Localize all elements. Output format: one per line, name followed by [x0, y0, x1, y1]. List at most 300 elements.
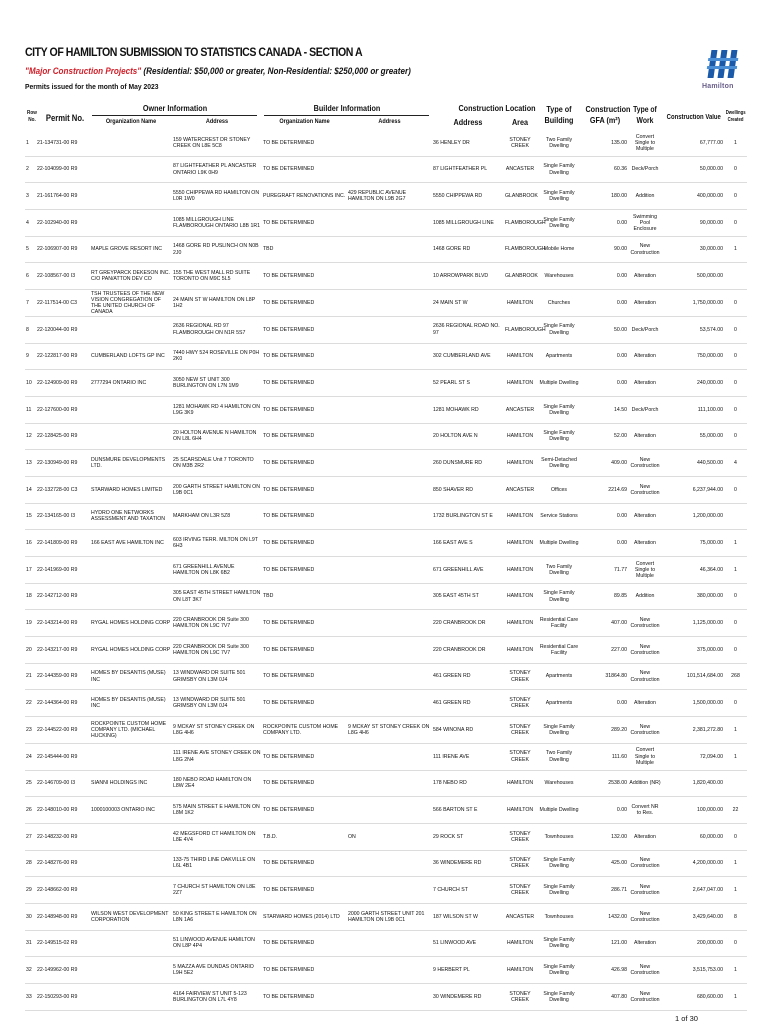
cell-row-number: 8	[25, 316, 36, 343]
table-row	[25, 690, 747, 717]
table-row	[25, 476, 747, 503]
cell-dwellings-created: 1	[724, 557, 747, 584]
cell-gfa-value: 0.00	[582, 263, 628, 290]
cell-work-type: Alteration	[628, 290, 662, 317]
cell-owner-address: 180 NEBO ROAD HAMILTON ON L8W 2E4	[172, 770, 262, 797]
cell-building-type: Service Stations	[536, 503, 582, 530]
cell-location-area: ANCASTER	[504, 903, 536, 930]
cell-building-type: Churches	[536, 290, 582, 317]
cell-location-address: 566 BARTON ST E	[432, 797, 504, 824]
cell-building-type: Two Family Dwelling	[536, 743, 582, 770]
cell-dwellings-created: 0	[724, 476, 747, 503]
permits-table-body	[25, 130, 747, 1010]
cell-owner-address: 42 MEGSFORD CT HAMILTON ON L8E 4V4	[172, 823, 262, 850]
cell-dwellings-created: 0	[724, 156, 747, 183]
cell-location-address: 20 HOLTON AVE N	[432, 423, 504, 450]
cell-row-number: 13	[25, 450, 36, 477]
cell-dwellings-created: 0	[724, 183, 747, 210]
cell-building-type: Single Family Dwelling	[536, 984, 582, 1011]
cell-permit-number: 22-124909-00 R9	[36, 370, 90, 397]
cell-builder-organization: TO BE DETERMINED	[262, 290, 347, 317]
header-gfa-line1: Construction	[585, 104, 631, 114]
cell-permit-number: 22-108567-00 I3	[36, 263, 90, 290]
cell-location-address: 7 CHURCH ST	[432, 877, 504, 904]
cell-builder-organization: TO BE DETERMINED	[262, 156, 347, 183]
report-title: CITY OF HAMILTON SUBMISSION TO STATISTICS CANADA - SECTION A	[25, 47, 363, 59]
cell-owner-address: 5550 CHIPPEWA RD HAMILTON ON L0R 1W0	[172, 183, 262, 210]
header-owner-address: Address	[205, 118, 229, 125]
cell-owner-address: 575 MAIN STREET E HAMILTON ON L8M 1K2	[172, 797, 262, 824]
cell-gfa-value: 227.00	[582, 637, 628, 664]
cell-dwellings-created: 0	[724, 690, 747, 717]
cell-builder-address	[347, 316, 432, 343]
cell-owner-address: 25 SCARSDALE Unit 7 TORONTO ON M3B 2R2	[172, 450, 262, 477]
cell-dwellings-created: 1	[724, 717, 747, 744]
cell-location-area: STONEY CREEK	[504, 663, 536, 690]
cell-location-area: STONEY CREEK	[504, 984, 536, 1011]
cell-construction-value: 46,364.00	[662, 557, 724, 584]
cell-builder-organization: TO BE DETERMINED	[262, 423, 347, 450]
cell-owner-organization: RT GREYPARCK DEKESON INC. C/O PAN/ATTON DEV CO	[90, 263, 172, 290]
cell-dwellings-created: 0	[724, 423, 747, 450]
cell-location-address: 461 GREEN RD	[432, 690, 504, 717]
header-location-group: Construction Location	[458, 103, 536, 113]
cell-permit-number: 22-128425-00 R9	[36, 423, 90, 450]
cell-row-number: 27	[25, 823, 36, 850]
cell-row-number: 11	[25, 396, 36, 423]
cell-permit-number: 21-134731-00 R9	[36, 130, 90, 156]
header-gfa-line2: GFA (m²)	[589, 115, 621, 125]
cell-dwellings-created: 0	[724, 343, 747, 370]
table-row	[25, 984, 747, 1011]
cell-row-number: 32	[25, 957, 36, 984]
cell-dwellings-created: 268	[724, 663, 747, 690]
cell-permit-number: 22-148232-00 R9	[36, 823, 90, 850]
cell-building-type: Single Family Dwelling	[536, 210, 582, 237]
cell-row-number: 2	[25, 156, 36, 183]
header-builder-group: Builder Information	[313, 103, 381, 113]
cell-dwellings-created: 0	[724, 930, 747, 957]
cell-builder-organization: STARWARD HOMES (2014) LTD	[262, 903, 347, 930]
cell-owner-organization: RYGAL HOMES HOLDING CORP	[90, 637, 172, 664]
cell-location-area: FLAMBOROUGH	[504, 316, 536, 343]
cell-building-type: Warehouses	[536, 263, 582, 290]
cell-work-type: Deck/Porch	[628, 316, 662, 343]
cell-gfa-value: 0.00	[582, 530, 628, 557]
cell-owner-organization	[90, 877, 172, 904]
cell-builder-organization: TO BE DETERMINED	[262, 610, 347, 637]
cell-owner-address: 159 WATERCREST DR STONEY CREEK ON L8E 5C8	[172, 130, 262, 156]
cell-owner-address: 13 WINDWARD DR SUITE 501 GRIMSBY ON L3M 0J4	[172, 663, 262, 690]
cell-permit-number: 22-148276-00 R9	[36, 850, 90, 877]
cell-builder-organization: T.B.D.	[262, 823, 347, 850]
cell-builder-address	[347, 610, 432, 637]
cell-construction-value: 750,000.00	[662, 343, 724, 370]
cell-gfa-value: 286.71	[582, 877, 628, 904]
header-type-building-line2: Building	[544, 115, 574, 125]
cell-location-address: 187 WILSON ST W	[432, 903, 504, 930]
cell-work-type: Alteration	[628, 370, 662, 397]
cell-work-type: Alteration	[628, 423, 662, 450]
cell-gfa-value: 407.00	[582, 610, 628, 637]
cell-work-type: New Construction	[628, 610, 662, 637]
cell-builder-organization: ROCKPOINTE CUSTOM HOME COMPANY LTD.	[262, 717, 347, 744]
table-row	[25, 396, 747, 423]
cell-builder-address	[347, 290, 432, 317]
cell-location-area: HAMILTON	[504, 557, 536, 584]
cell-owner-address: MARKHAM ON L3R 5Z8	[172, 503, 262, 530]
cell-dwellings-created	[724, 770, 747, 797]
cell-builder-address	[347, 877, 432, 904]
cell-location-address: 220 CRANBROOK DR	[432, 610, 504, 637]
cell-builder-organization: TO BE DETERMINED	[262, 370, 347, 397]
cell-builder-address	[347, 530, 432, 557]
table-row	[25, 210, 747, 237]
cell-builder-organization: TO BE DETERMINED	[262, 557, 347, 584]
cell-location-address: 24 MAIN ST W	[432, 290, 504, 317]
table-row	[25, 370, 747, 397]
cell-location-area: HAMILTON	[504, 930, 536, 957]
cell-permit-number: 22-144359-00 R9	[36, 663, 90, 690]
cell-construction-value: 400,000.00	[662, 183, 724, 210]
cell-permit-number: 22-149515-02 R9	[36, 930, 90, 957]
cell-gfa-value: 0.00	[582, 370, 628, 397]
cell-row-number: 4	[25, 210, 36, 237]
cell-owner-organization: SIANNI HOLDINGS INC	[90, 770, 172, 797]
cell-construction-value: 101,514,684.00	[662, 663, 724, 690]
cell-owner-address: 4164 FAIRVIEW ST UNIT 5-123 BURLINGTON ON L7L 4Y8	[172, 984, 262, 1011]
cell-owner-address: 87 LIGHTFEATHER PL ANCASTER ONTARIO L9K 0H9	[172, 156, 262, 183]
cell-location-address: 1281 MOHAWK RD	[432, 396, 504, 423]
cell-owner-organization	[90, 850, 172, 877]
header-dwellings-line2: Created	[727, 117, 744, 123]
cell-location-area: HAMILTON	[504, 423, 536, 450]
cell-owner-organization	[90, 210, 172, 237]
cell-builder-organization: TO BE DETERMINED	[262, 396, 347, 423]
cell-owner-organization	[90, 984, 172, 1011]
cell-builder-address	[347, 984, 432, 1011]
cell-owner-organization: STARWARD HOMES LIMITED	[90, 476, 172, 503]
cell-location-area: FLAMBOROUGH	[504, 236, 536, 263]
cell-permit-number: 22-144522-00 R9	[36, 717, 90, 744]
cell-building-type: Two Family Dwelling	[536, 557, 582, 584]
cell-location-address: 2636 REGIONAL ROAD NO. 97	[432, 316, 504, 343]
cell-permit-number: 22-141969-00 R9	[36, 557, 90, 584]
cell-dwellings-created: 0	[724, 370, 747, 397]
subtitle-highlight: "Major Construction Projects"	[25, 66, 142, 76]
cell-owner-organization: HOMES BY DESANTIS (MUSE) INC	[90, 663, 172, 690]
cell-location-address: 29 ROCK ST	[432, 823, 504, 850]
cell-row-number: 5	[25, 236, 36, 263]
cell-dwellings-created: 1	[724, 530, 747, 557]
cell-permit-number: 22-127600-00 R9	[36, 396, 90, 423]
report-subtitle	[25, 66, 411, 76]
cell-dwellings-created: 0	[724, 823, 747, 850]
cell-work-type: New Construction	[628, 450, 662, 477]
cell-location-area: HAMILTON	[504, 770, 536, 797]
cell-builder-address	[347, 663, 432, 690]
cell-row-number: 3	[25, 183, 36, 210]
cell-permit-number: 22-130949-00 R9	[36, 450, 90, 477]
cell-builder-address	[347, 770, 432, 797]
cell-building-type: Single Family Dwelling	[536, 583, 582, 610]
cell-owner-organization	[90, 130, 172, 156]
cell-builder-organization: TO BE DETERMINED	[262, 637, 347, 664]
cell-permit-number: 22-143214-00 R9	[36, 610, 90, 637]
cell-dwellings-created: 4	[724, 450, 747, 477]
cell-owner-organization: HYDRO ONE NETWORKS ASSESSMENT AND TAXATION	[90, 503, 172, 530]
header-dwellings	[726, 110, 746, 124]
cell-row-number: 23	[25, 717, 36, 744]
table-row	[25, 156, 747, 183]
cell-construction-value: 50,000.00	[662, 156, 724, 183]
cell-owner-organization	[90, 823, 172, 850]
cell-builder-address: 429 REPUBLIC AVENUE HAMILTON ON L9B 2G7	[347, 183, 432, 210]
cell-work-type: Addition	[628, 183, 662, 210]
cell-builder-organization: TO BE DETERMINED	[262, 130, 347, 156]
cell-work-type: New Construction	[628, 903, 662, 930]
cell-dwellings-created: 1	[724, 236, 747, 263]
cell-building-type: Warehouses	[536, 770, 582, 797]
cell-building-type: Townhouses	[536, 903, 582, 930]
cell-owner-address: 220 CRANBROOK DR Suite 300 HAMILTON ON L9C 7V7	[172, 610, 262, 637]
cell-gfa-value: 111.60	[582, 743, 628, 770]
cell-gfa-value: 132.00	[582, 823, 628, 850]
cell-location-address: 220 CRANBROOK DR	[432, 637, 504, 664]
cell-gfa-value: 289.20	[582, 717, 628, 744]
table-row	[25, 957, 747, 984]
cell-owner-organization	[90, 396, 172, 423]
header-type-building	[539, 104, 578, 126]
cell-permit-number: 22-141809-00 R9	[36, 530, 90, 557]
cell-building-type: Multiple Dwelling	[536, 370, 582, 397]
table-row	[25, 637, 747, 664]
cell-location-area: STONEY CREEK	[504, 717, 536, 744]
cell-work-type: Alteration	[628, 503, 662, 530]
cell-construction-value: 55,000.00	[662, 423, 724, 450]
cell-row-number: 6	[25, 263, 36, 290]
cell-dwellings-created	[724, 503, 747, 530]
cell-work-type: Addition	[628, 583, 662, 610]
cell-owner-address: 133-75 THIRD LINE OAKVILLE ON L6L 4B1	[172, 850, 262, 877]
cell-work-type: Alteration	[628, 930, 662, 957]
cell-gfa-value: 407.80	[582, 984, 628, 1011]
table-row	[25, 770, 747, 797]
cell-building-type: Multiple Dwelling	[536, 797, 582, 824]
cell-location-area: HAMILTON	[504, 610, 536, 637]
cell-row-number: 10	[25, 370, 36, 397]
cell-gfa-value: 0.00	[582, 690, 628, 717]
cell-permit-number: 22-145444-00 R9	[36, 743, 90, 770]
cell-building-type: Single Family Dwelling	[536, 183, 582, 210]
cell-permit-number: 22-120044-00 R9	[36, 316, 90, 343]
cell-building-type: Townhouses	[536, 823, 582, 850]
cell-builder-organization: TO BE DETERMINED	[262, 877, 347, 904]
table-row	[25, 503, 747, 530]
cell-location-area: ANCASTER	[504, 156, 536, 183]
owner-group-underline	[92, 115, 257, 116]
cell-location-address: 671 GREENHILL AVE	[432, 557, 504, 584]
permits-table	[25, 130, 747, 1011]
cell-building-type: Two Family Dwelling	[536, 130, 582, 156]
cell-row-number: 29	[25, 877, 36, 904]
table-row	[25, 316, 747, 343]
cell-row-number: 22	[25, 690, 36, 717]
cell-dwellings-created: 0	[724, 610, 747, 637]
cell-construction-value: 200,000.00	[662, 930, 724, 957]
cell-location-address: 1468 GORE RD	[432, 236, 504, 263]
cell-building-type: Residential Care Facility	[536, 610, 582, 637]
cell-owner-address: 3050 NEW ST UNIT 300 BURLINGTON ON L7N 1M9	[172, 370, 262, 397]
cell-dwellings-created: 1	[724, 743, 747, 770]
cell-gfa-value: 31864.80	[582, 663, 628, 690]
cell-construction-value: 75,000.00	[662, 530, 724, 557]
table-row	[25, 717, 747, 744]
header-permit-no: Permit No.	[45, 113, 85, 123]
cell-owner-address: 13 WINDWARD DR SUITE 501 GRIMSBY ON L3M 0J4	[172, 690, 262, 717]
cell-gfa-value: 409.00	[582, 450, 628, 477]
table-row	[25, 823, 747, 850]
cell-building-type: Single Family Dwelling	[536, 717, 582, 744]
cell-owner-organization	[90, 957, 172, 984]
table-row	[25, 183, 747, 210]
cell-row-number: 18	[25, 583, 36, 610]
cell-location-area: GLANBROOK	[504, 183, 536, 210]
cell-construction-value: 100,000.00	[662, 797, 724, 824]
cell-dwellings-created: 1	[724, 130, 747, 156]
cell-owner-organization	[90, 423, 172, 450]
cell-construction-value: 1,125,000.00	[662, 610, 724, 637]
cell-row-number: 12	[25, 423, 36, 450]
table-row	[25, 557, 747, 584]
cell-location-address: 87 LIGHTFEATHER PL	[432, 156, 504, 183]
cell-dwellings-created: 1	[724, 877, 747, 904]
table-row	[25, 877, 747, 904]
cell-location-area: HAMILTON	[504, 637, 536, 664]
cell-owner-address: 220 CRANBROOK DR Suite 300 HAMILTON ON L9C 7V7	[172, 637, 262, 664]
cell-permit-number: 22-102940-00 R9	[36, 210, 90, 237]
cell-work-type: New Construction	[628, 984, 662, 1011]
cell-location-area: STONEY CREEK	[504, 130, 536, 156]
cell-owner-address: 603 IRVING TERR. MILTON ON L9T 6H3	[172, 530, 262, 557]
cell-location-address: 51 LINWOOD AVE	[432, 930, 504, 957]
cell-work-type: Alteration	[628, 823, 662, 850]
cell-builder-address	[347, 637, 432, 664]
cell-permit-number: 22-144364-00 R9	[36, 690, 90, 717]
cell-builder-address	[347, 797, 432, 824]
cell-row-number: 24	[25, 743, 36, 770]
cell-builder-address	[347, 557, 432, 584]
cell-dwellings-created: 0	[724, 290, 747, 317]
cell-builder-organization: TBD	[262, 236, 347, 263]
cell-building-type: Multiple Dwelling	[536, 530, 582, 557]
cell-construction-value: 53,574.00	[662, 316, 724, 343]
cell-location-address: 305 EAST 45TH ST	[432, 583, 504, 610]
cell-work-type: Swimming Pool Enclosure	[628, 210, 662, 237]
cell-dwellings-created: 0	[724, 210, 747, 237]
table-row	[25, 450, 747, 477]
cell-row-number: 16	[25, 530, 36, 557]
cell-work-type: Convert Single to Multiple	[628, 557, 662, 584]
cell-builder-address	[347, 476, 432, 503]
table-row	[25, 130, 747, 156]
cell-gfa-value: 52.00	[582, 423, 628, 450]
cell-construction-value: 2,647,047.00	[662, 877, 724, 904]
cell-gfa-value: 90.00	[582, 236, 628, 263]
cell-location-address: 260 DUNSMURE RD	[432, 450, 504, 477]
cell-construction-value: 2,381,272.80	[662, 717, 724, 744]
cell-building-type: Single Family Dwelling	[536, 316, 582, 343]
cell-owner-organization	[90, 183, 172, 210]
cell-builder-organization: TO BE DETERMINED	[262, 850, 347, 877]
cell-construction-value: 4,200,000.00	[662, 850, 724, 877]
cell-builder-address	[347, 210, 432, 237]
cell-location-area: STONEY CREEK	[504, 823, 536, 850]
cell-owner-organization: 166 EAST AVE HAMILTON INC	[90, 530, 172, 557]
cell-dwellings-created: 0	[724, 583, 747, 610]
cell-builder-address	[347, 850, 432, 877]
cell-construction-value: 60,000.00	[662, 823, 724, 850]
cell-builder-address	[347, 236, 432, 263]
cell-builder-organization: PUREGRAFT RENOVATIONS INC.	[262, 183, 347, 210]
cell-dwellings-created: 1	[724, 957, 747, 984]
cell-location-address: 30 WINDEMERE RD	[432, 984, 504, 1011]
cell-location-area: ANCASTER	[504, 476, 536, 503]
cell-row-number: 28	[25, 850, 36, 877]
cell-location-address: 5550 CHIPPEWA RD	[432, 183, 504, 210]
cell-gfa-value: 2538.00	[582, 770, 628, 797]
cell-owner-address: 7440 HWY 524 ROSEVILLE ON P0H 2K0	[172, 343, 262, 370]
cell-work-type: New Construction	[628, 957, 662, 984]
cell-work-type: Deck/Porch	[628, 156, 662, 183]
cell-construction-value: 90,000.00	[662, 210, 724, 237]
cell-owner-organization: RYGAL HOMES HOLDING CORP	[90, 610, 172, 637]
cell-owner-organization: ROCKPOINTE CUSTOM HOME COMPANY LTD. (MICHAEL HUCKING)	[90, 717, 172, 744]
cell-builder-organization: TO BE DETERMINED	[262, 743, 347, 770]
cell-location-area: STONEY CREEK	[504, 850, 536, 877]
table-row	[25, 423, 747, 450]
header-type-work-line2: Work	[636, 116, 654, 125]
cell-location-area: HAMILTON	[504, 290, 536, 317]
cell-builder-address	[347, 130, 432, 156]
cell-builder-address	[347, 957, 432, 984]
cell-location-address: 461 GREEN RD	[432, 663, 504, 690]
cell-location-address: 111 IRENE AVE	[432, 743, 504, 770]
cell-gfa-value: 0.00	[582, 797, 628, 824]
cell-builder-address	[347, 343, 432, 370]
cell-building-type: Single Family Dwelling	[536, 957, 582, 984]
cell-permit-number: 22-149962-00 R9	[36, 957, 90, 984]
cell-work-type: New Construction	[628, 663, 662, 690]
cell-work-type: Alteration	[628, 690, 662, 717]
cell-builder-organization: TO BE DETERMINED	[262, 663, 347, 690]
cell-work-type: Deck/Porch	[628, 396, 662, 423]
cell-owner-organization: MAPLE GROVE RESORT INC	[90, 236, 172, 263]
cell-location-address: 850 SHAVER RD	[432, 476, 504, 503]
cell-gfa-value: 0.00	[582, 290, 628, 317]
cell-owner-organization	[90, 156, 172, 183]
cell-builder-organization: TBD	[262, 583, 347, 610]
cell-builder-organization: TO BE DETERMINED	[262, 930, 347, 957]
cell-owner-organization	[90, 930, 172, 957]
cell-building-type: Apartments	[536, 343, 582, 370]
cell-gfa-value: 0.00	[582, 343, 628, 370]
cell-building-type: Single Family Dwelling	[536, 156, 582, 183]
header-location-address: Address	[453, 117, 483, 127]
cell-owner-organization	[90, 557, 172, 584]
cell-location-area: FLAMBOROUGH	[504, 210, 536, 237]
cell-location-address: 36 HENLEY DR	[432, 130, 504, 156]
